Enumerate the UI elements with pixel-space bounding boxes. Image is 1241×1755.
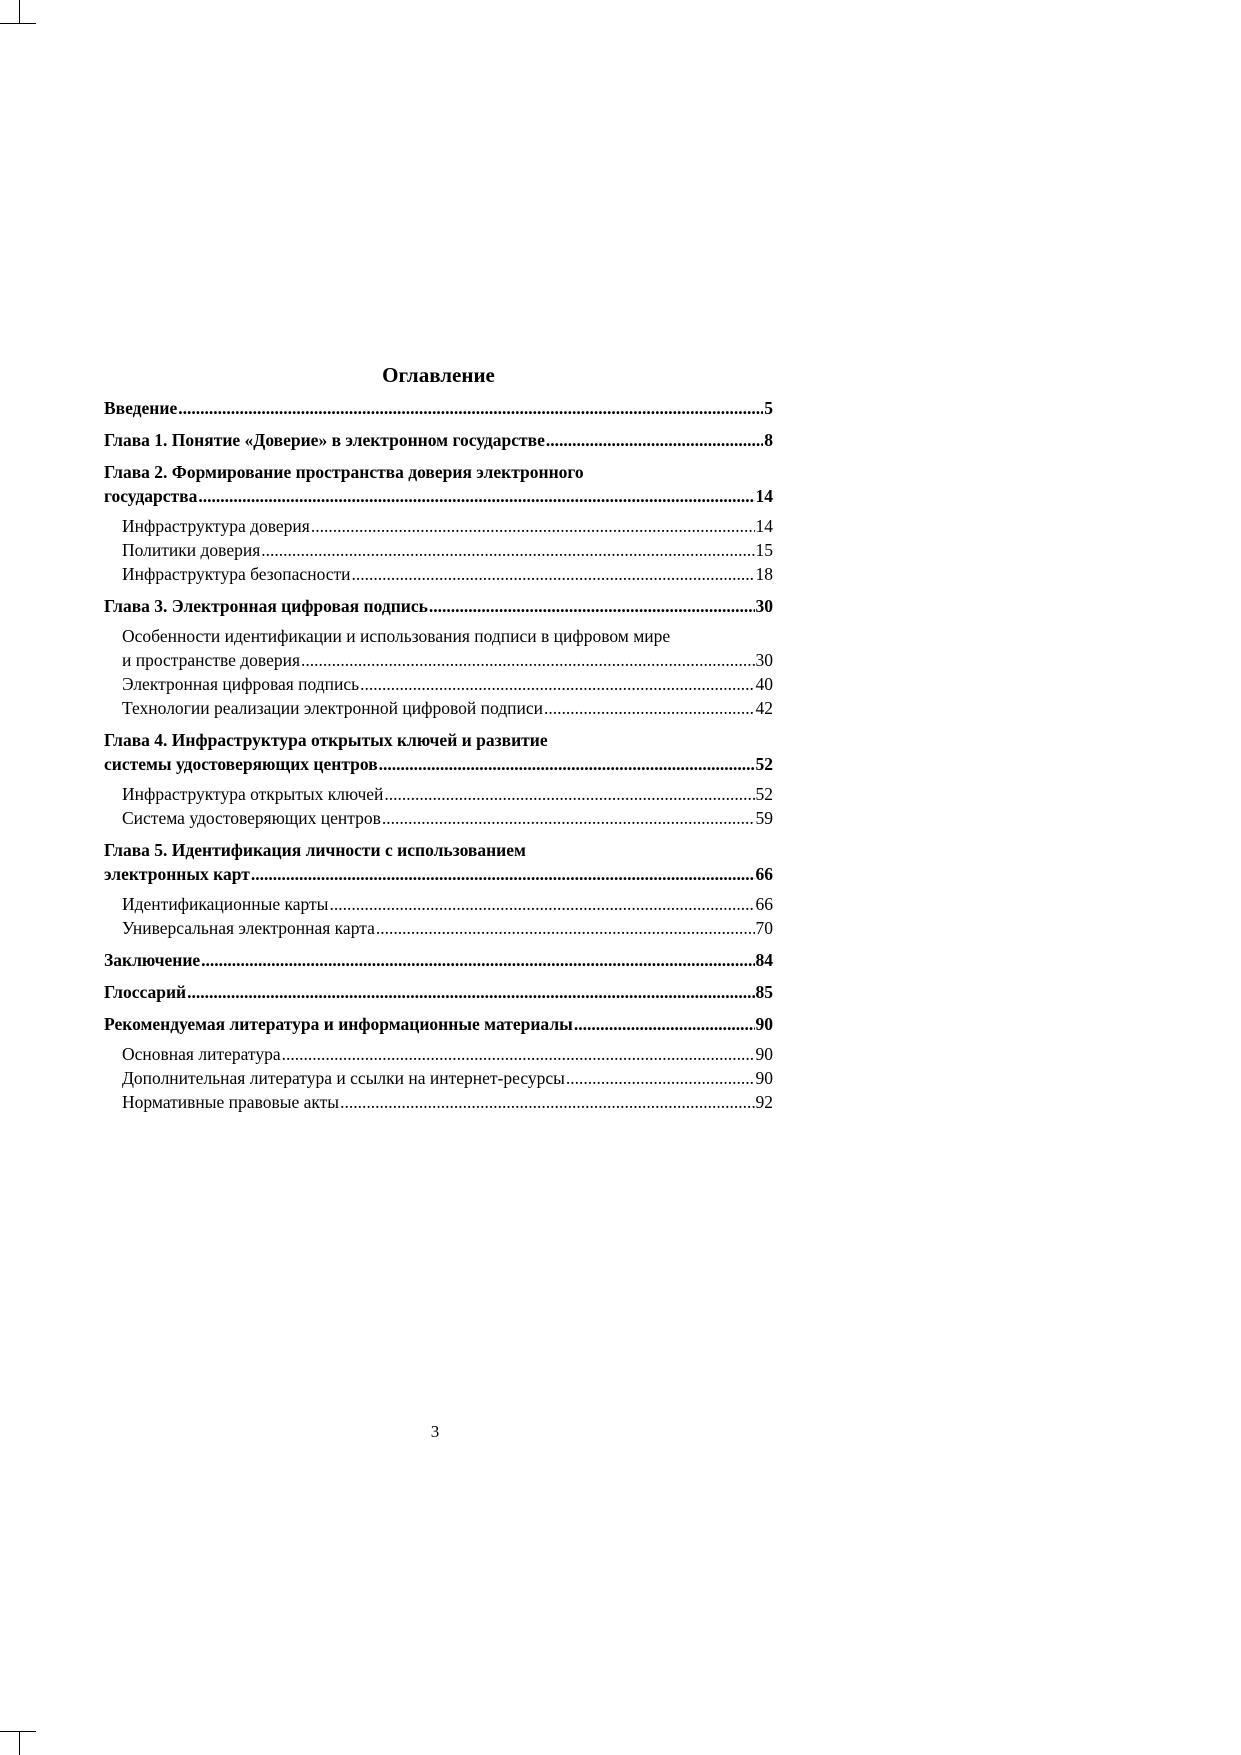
toc-entry-title: системы удостоверяющих центров <box>104 754 378 774</box>
toc-entry-title: Универсальная электронная карта <box>122 918 375 938</box>
toc-page-number: 85 <box>755 982 773 1002</box>
toc-entry-title: Основная литература <box>122 1044 281 1064</box>
toc-entry-title: Политики доверия <box>122 540 261 560</box>
toc-page-number: 18 <box>755 564 773 584</box>
toc-entry-title: государства <box>104 486 198 506</box>
toc-entry-title: Инфраструктура безопасности <box>122 564 351 584</box>
toc-entry-title: Введение <box>104 398 178 418</box>
toc-dot-leader <box>360 672 754 696</box>
toc-dot-leader <box>340 1090 754 1114</box>
toc-entry-title: Заключение <box>104 950 201 970</box>
toc-section-entry[interactable] <box>104 562 773 586</box>
toc-dot-leader <box>198 484 754 508</box>
toc-dot-leader <box>384 782 754 806</box>
toc-entry-title: Нормативные правовые акты <box>122 1092 340 1112</box>
crop-mark-top-left-vertical <box>19 0 20 24</box>
toc-entry-title-line: Глава 2. Формирование пространства доверия электронного <box>104 462 584 482</box>
toc-section-entry[interactable] <box>104 514 773 538</box>
toc-page-number: 70 <box>755 918 773 938</box>
toc-dot-leader <box>376 916 755 940</box>
toc-entry-title: Инфраструктура доверия <box>122 516 310 536</box>
toc-dot-leader <box>329 892 754 916</box>
toc-chapter-entry[interactable] <box>104 728 773 776</box>
toc-entry-title-line: Особенности идентификации и использования подписи в цифровом мире <box>122 626 671 646</box>
toc-dot-leader <box>178 396 763 420</box>
toc-section-entry[interactable] <box>104 782 773 806</box>
toc-page-number: 30 <box>755 650 773 670</box>
toc-section-entry[interactable] <box>104 538 773 562</box>
toc-chapter-entry[interactable] <box>104 948 773 972</box>
toc-dot-leader <box>261 538 754 562</box>
toc-page-number: 5 <box>764 398 773 418</box>
toc-dot-leader <box>382 806 755 830</box>
toc-entry-title-line: Глава 4. Инфраструктура открытых ключей и развитие <box>104 730 548 750</box>
toc-dot-leader <box>201 948 754 972</box>
table-of-contents <box>104 396 773 1114</box>
toc-entry-title-line: Глава 5. Идентификация личности с использованием <box>104 840 526 860</box>
toc-page-number: 90 <box>755 1068 773 1088</box>
toc-entry-title: Технологии реализации электронной цифровой подписи <box>122 698 543 718</box>
toc-chapter-entry[interactable] <box>104 1012 773 1036</box>
toc-chapter-entry[interactable] <box>104 838 773 886</box>
toc-section-entry[interactable] <box>104 624 773 672</box>
toc-entry-title: Электронная цифровая подпись <box>122 674 360 694</box>
toc-section-entry[interactable] <box>104 1066 773 1090</box>
toc-chapter-entry[interactable] <box>104 980 773 1004</box>
toc-dot-leader <box>546 428 763 452</box>
crop-mark-bottom-left-horizontal <box>0 1731 36 1732</box>
toc-page-number: 90 <box>755 1044 773 1064</box>
toc-page-number: 90 <box>755 1014 773 1034</box>
toc-entry-title: электронных карт <box>104 864 250 884</box>
toc-dot-leader <box>352 562 755 586</box>
toc-title: Оглавление <box>382 363 495 387</box>
toc-page-number: 59 <box>755 808 773 828</box>
toc-page-number: 66 <box>755 864 773 884</box>
toc-section-entry[interactable] <box>104 672 773 696</box>
toc-page-number: 8 <box>764 430 773 450</box>
toc-dot-leader <box>429 594 755 618</box>
toc-dot-leader <box>251 862 755 886</box>
toc-entry-title: Система удостоверяющих центров <box>122 808 381 828</box>
toc-dot-leader <box>544 696 755 720</box>
toc-page-number: 66 <box>755 894 773 914</box>
toc-entry-title: Идентификационные карты <box>122 894 329 914</box>
crop-mark-bottom-left-vertical <box>19 1731 20 1755</box>
toc-dot-leader <box>379 752 755 776</box>
toc-page-number: 84 <box>755 950 773 970</box>
toc-entry-title: Глоссарий <box>104 982 187 1002</box>
toc-section-entry[interactable] <box>104 696 773 720</box>
toc-page-number: 52 <box>755 754 773 774</box>
toc-dot-leader <box>311 514 755 538</box>
toc-dot-leader <box>574 1012 755 1036</box>
toc-section-entry[interactable] <box>104 1090 773 1114</box>
crop-mark-top-left-horizontal <box>0 23 36 24</box>
toc-page-number: 15 <box>755 540 773 560</box>
toc-page-number: 30 <box>755 596 773 616</box>
toc-page-number: 14 <box>755 516 773 536</box>
toc-page-number: 52 <box>755 784 773 804</box>
page-number: 3 <box>430 1422 440 1441</box>
toc-section-entry[interactable] <box>104 806 773 830</box>
toc-section-entry[interactable] <box>104 1042 773 1066</box>
toc-entry-title: Глава 3. Электронная цифровая подпись <box>104 596 428 616</box>
toc-entry-title: Рекомендуемая литература и информационные материалы <box>104 1014 573 1034</box>
toc-dot-leader <box>566 1066 755 1090</box>
toc-chapter-entry[interactable] <box>104 396 773 420</box>
toc-chapter-entry[interactable] <box>104 460 773 508</box>
toc-entry-title: Инфраструктура открытых ключей <box>122 784 384 804</box>
toc-entry-title: Дополнительная литература и ссылки на интернет-ресурсы <box>122 1068 565 1088</box>
toc-entry-title: и пространстве доверия <box>122 650 301 670</box>
toc-section-entry[interactable] <box>104 916 773 940</box>
toc-page-number: 42 <box>755 698 773 718</box>
toc-dot-leader <box>301 648 754 672</box>
toc-section-entry[interactable] <box>104 892 773 916</box>
toc-page-number: 14 <box>755 486 773 506</box>
toc-page-number: 40 <box>755 674 773 694</box>
toc-chapter-entry[interactable] <box>104 428 773 452</box>
toc-page-number: 92 <box>755 1092 773 1112</box>
toc-dot-leader <box>187 980 754 1004</box>
toc-dot-leader <box>282 1042 755 1066</box>
toc-entry-title: Глава 1. Понятие «Доверие» в электронном государстве <box>104 430 545 450</box>
toc-chapter-entry[interactable] <box>104 594 773 618</box>
